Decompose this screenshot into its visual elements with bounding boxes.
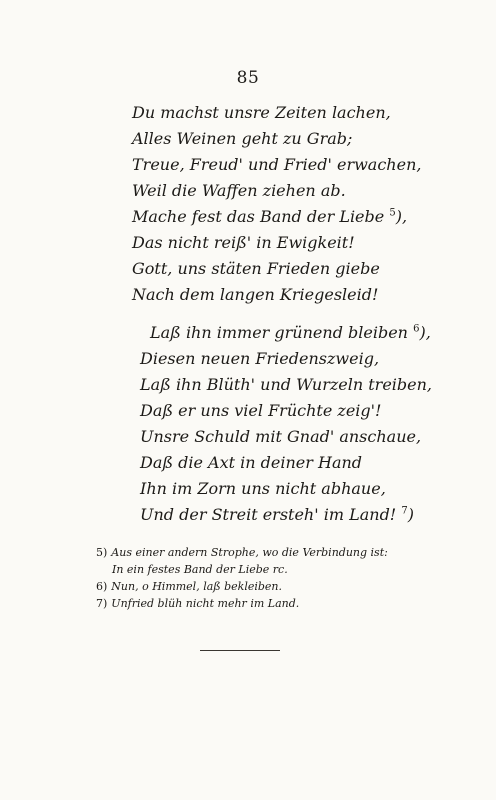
footnote-7: 7) Unfried blüh nicht mehr im Land. bbox=[96, 597, 300, 610]
verse-line: Laß ihn Blüth' und Wurzeln treiben, bbox=[140, 375, 433, 394]
verse-line: Alles Weinen geht zu Grab; bbox=[132, 129, 353, 148]
footnotes bbox=[96, 544, 406, 612]
verse-line: Treue, Freud' und Fried' erwachen, bbox=[132, 155, 422, 174]
verse-line: Gott, uns stäten Frieden giebe bbox=[132, 259, 380, 278]
verse-line: Du machst unsre Zeiten lachen, bbox=[132, 103, 391, 122]
stanza-1 bbox=[0, 100, 496, 308]
verse-line: Diesen neuen Friedenszweig, bbox=[140, 349, 380, 368]
verse-line: Ihn im Zorn uns nicht abhaue, bbox=[140, 479, 386, 498]
verse-line: Und der Streit ersteh' im Land! $^7$) bbox=[140, 505, 414, 524]
verse-line: Unsre Schuld mit Gnad' anschaue, bbox=[140, 427, 422, 446]
footnote-5-continuation: In ein festes Band der Liebe rc. bbox=[112, 563, 288, 576]
verse-line: Laß ihn immer grünend bleiben $^6$), bbox=[150, 323, 431, 342]
verse-line: Daß er uns viel Früchte zeig'! bbox=[140, 401, 382, 420]
footnote-ref-5: 5 bbox=[389, 207, 396, 219]
footnote-ref-7: 7 bbox=[401, 505, 408, 517]
closing-rule bbox=[200, 650, 280, 651]
footnote-5: 5) Aus einer andern Strophe, wo die Verbindung ist: bbox=[96, 546, 388, 559]
verse-line: Das nicht reiß' in Ewigkeit! bbox=[132, 233, 355, 252]
footnote-ref-6: 6 bbox=[413, 323, 420, 335]
verse-line: Daß die Axt in deiner Hand bbox=[140, 453, 363, 472]
verse-line: Nach dem langen Kriegesleid! bbox=[132, 285, 379, 304]
page-number: 85 bbox=[236, 68, 260, 88]
verse-line: Weil die Waffen ziehen ab. bbox=[132, 181, 346, 200]
verse-line: Mache fest das Band der Liebe $^5$), bbox=[132, 207, 408, 226]
footnote-6: 6) Nun, o Himmel, laß bekleiben. bbox=[96, 580, 283, 593]
stanza-2 bbox=[0, 320, 496, 528]
